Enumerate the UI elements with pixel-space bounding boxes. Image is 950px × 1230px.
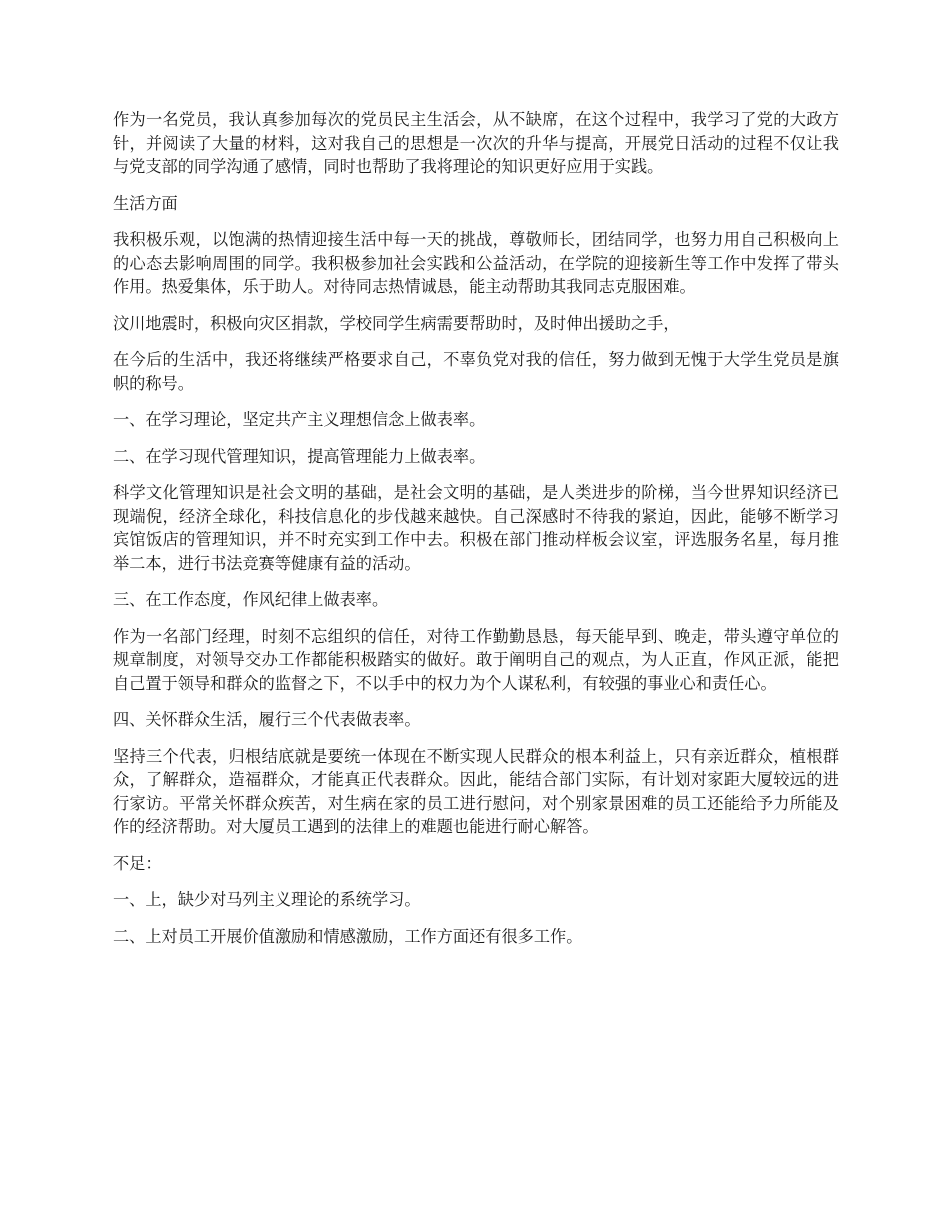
paragraph-earthquake-donation: 汶川地震时，积极向灾区捐款，学校同学生病需要帮助时，及时伸出援助之手，	[113, 313, 680, 333]
paragraph-three-represents: 坚持三个代表，归根结底就是要统一体现在不断实现人民群众的根本利益上，只有亲近群众，植根群众，了解群众，造福群众，才能真正代表群众。因此，能结合部门实际，有计划对家距大厦较远的进行家访。平常关怀群众疾苦，对生病在家的员工进行慰问，对个别家景困难的员工还能给予力所能及作的经济帮助。对大厦员工遇到的法律上的难题也能进行耐心解答。	[113, 746, 839, 836]
heading-section-two: 二、在学习现代管理知识，提高管理能力上做表率。	[113, 446, 486, 466]
heading-section-three: 三、在工作态度，作风纪律上做表率。	[113, 590, 389, 609]
heading-section-four: 四、关怀群众生活，履行三个代表做表率。	[113, 710, 421, 729]
heading-life-aspect: 生活方面	[113, 193, 178, 213]
paragraph-positive-attitude: 我积极乐观，以饱满的热情迎接生活中每一天的挑战，尊敬师长，团结同学，也努力用自己积极向上的心态去影响周围的同学。我积极参加社会实践和公益活动，在学院的迎接新生等工作中发挥了带头作用。热爱集体，乐于助人。对待同志热情诚恳，能主动帮助其我同志克服困难。	[113, 230, 839, 296]
paragraph-future-commitment: 在今后的生活中，我还将继续严格要求自己，不辜负党对我的信任，努力做到无愧于大学生党员是旗帜的称号。	[113, 350, 839, 393]
shortcoming-item-one: 一、上，缺少对马列主义理论的系统学习。	[113, 890, 421, 909]
paragraph-party-activities: 作为一名党员，我认真参加每次的党员民主生活会，从不缺席，在这个过程中，我学习了党的大政方针，并阅读了大量的材料，这对我自己的思想是一次次的升华与提高，开展党日活动的过程不仅让我与党支部的同学沟通了感情，同时也帮助了我将理论的知识更好应用于实践。	[113, 110, 839, 176]
shortcoming-item-two: 二、上对员工开展价值激励和情感激励，工作方面还有很多工作。	[113, 926, 583, 946]
paragraph-management-knowledge: 科学文化管理知识是社会文明的基础，是社会文明的基础，是人类进步的阶梯，当今世界知识经济已现端倪，经济全球化，科技信息化的步伐越来越快。自己深感时不待我的紧迫，因此，能够不断学习宾馆饭店的管理知识，并不时充实到工作中去。积极在部门推动样板会议室，评选服务名星，每月推举二本，进行书法竞赛等健康有益的活动。	[113, 483, 839, 573]
document-body	[113, 108, 839, 961]
heading-section-one: 一、在学习理论，坚定共产主义理想信念上做表率。	[113, 410, 486, 429]
paragraph-work-attitude: 作为一名部门经理，时刻不忘组织的信任，对待工作勤勤恳恳，每天能早到、晚走，带头遵守单位的规章制度，对领导交办工作都能积极踏实的做好。敢于阐明自己的观点，为人正直，作风正派，能把自己置于领导和群众的监督之下，不以手中的权力为个人谋私利，有较强的事业心和责任心。	[113, 626, 839, 693]
heading-shortcomings: 不足：	[113, 853, 162, 873]
